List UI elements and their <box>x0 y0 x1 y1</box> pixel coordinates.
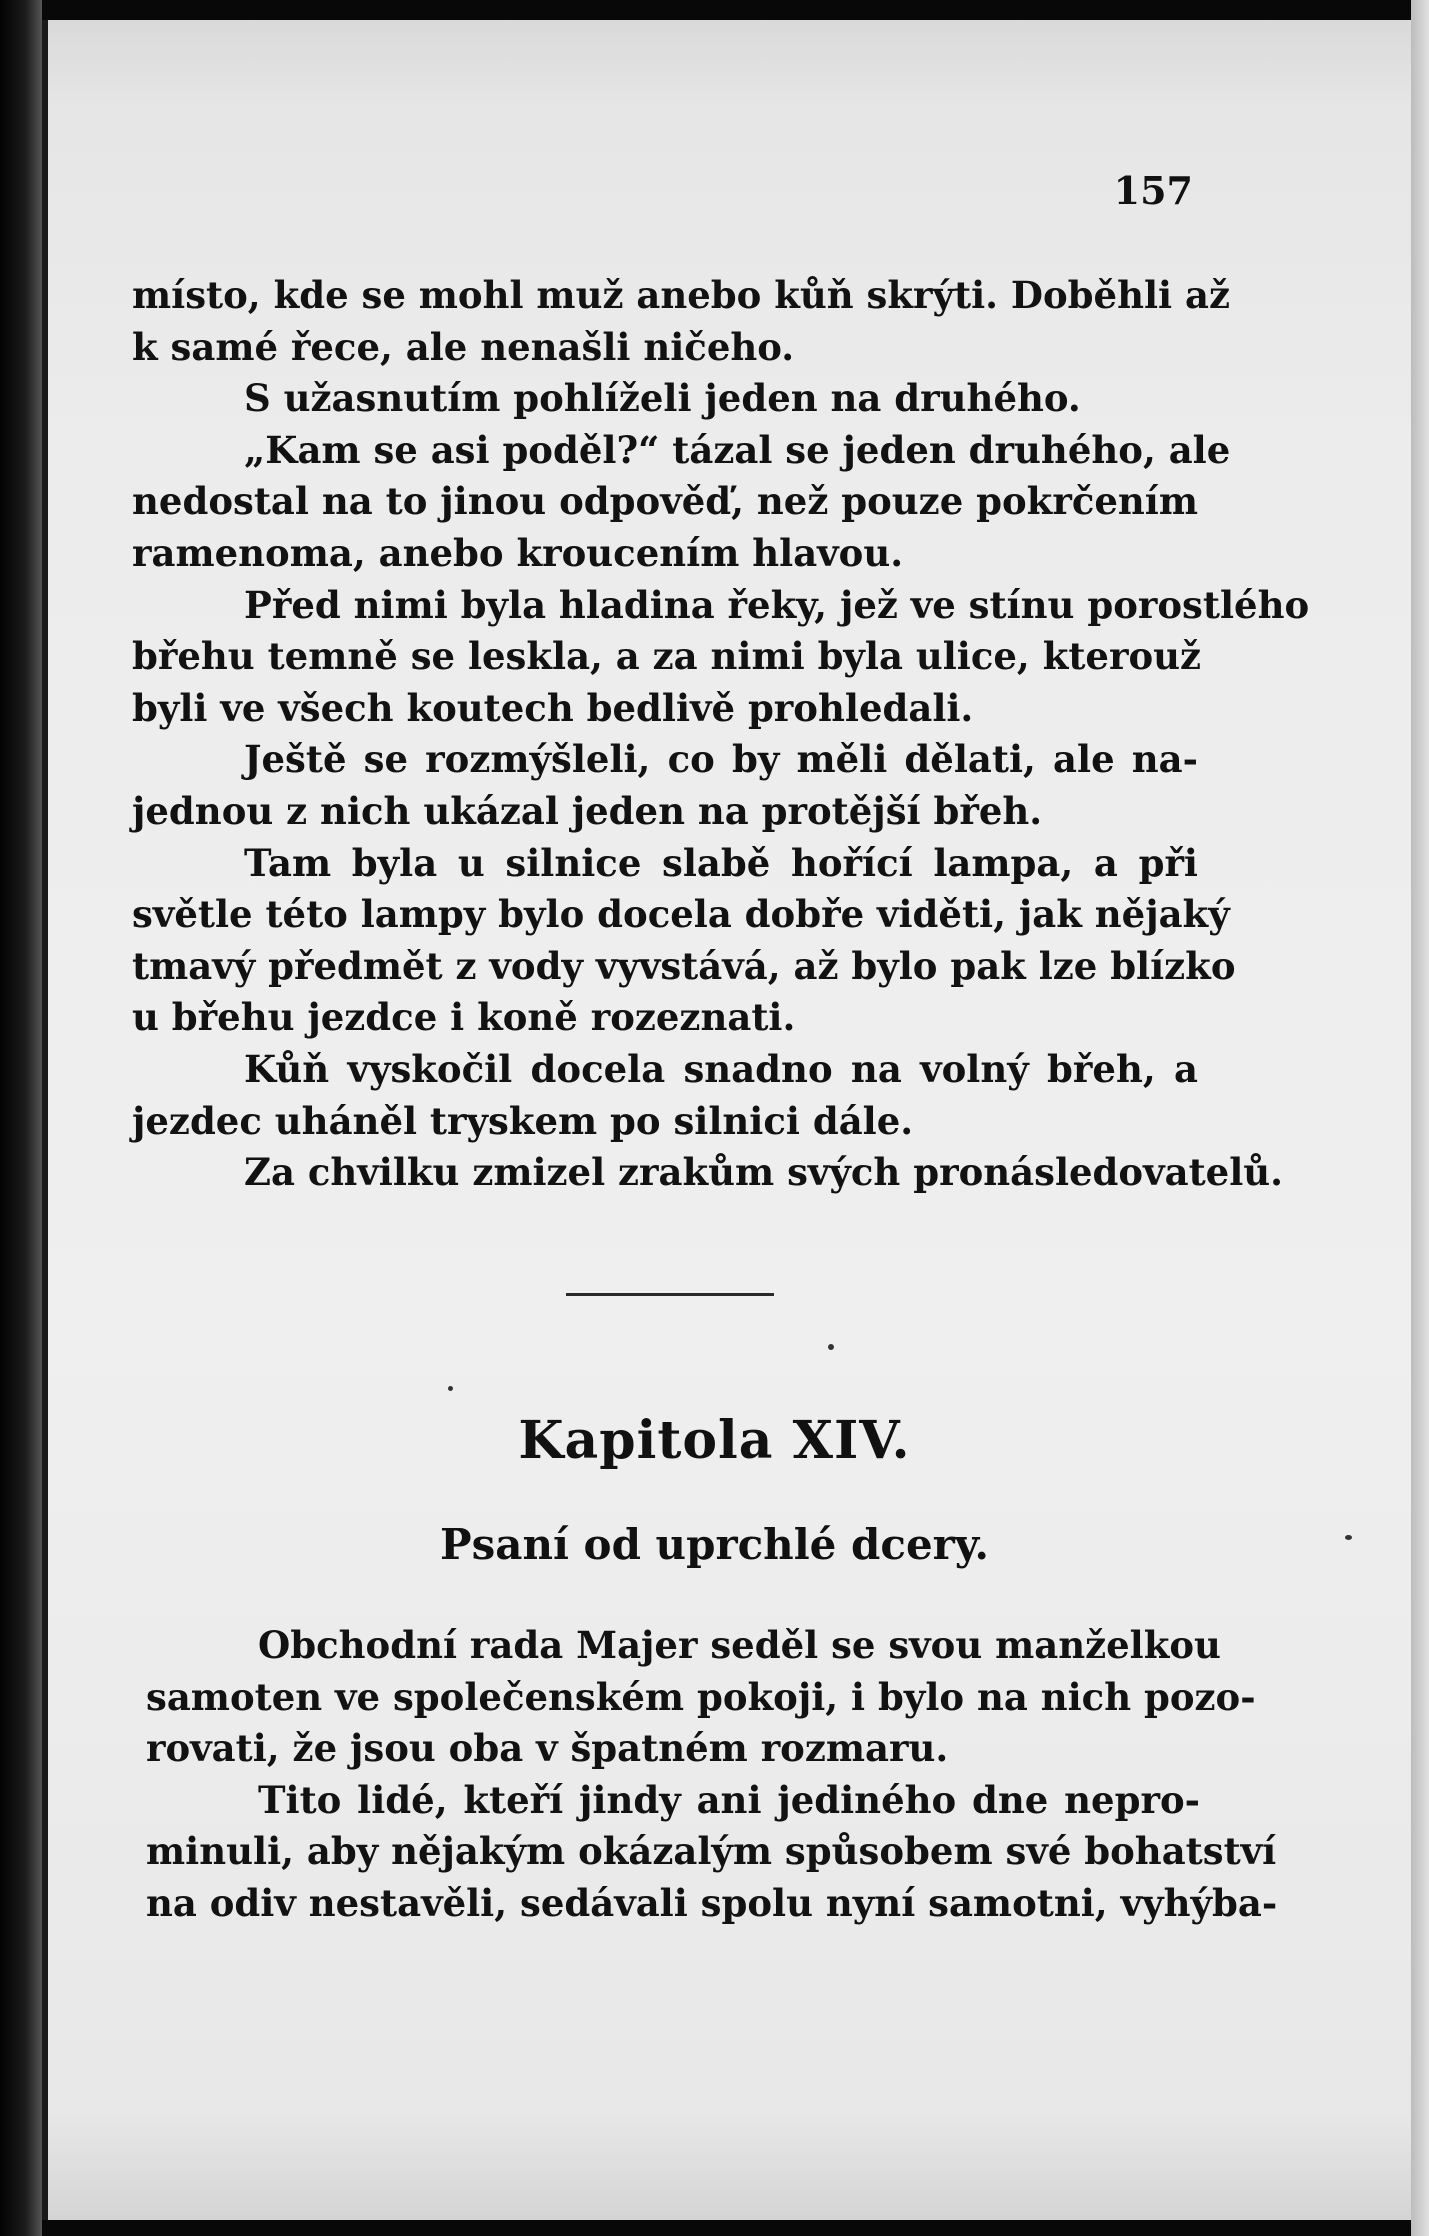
text-line: „Kam se asi poděl?“ tázal se jeden druhého, ale <box>244 427 1231 472</box>
ink-speck <box>1345 1535 1352 1540</box>
text-line: Kůň vyskočil docela snadno na volný břeh, a <box>244 1046 1198 1091</box>
text-line: na odiv nestavěli, sedávali spolu nyní samotni, vyhýba- <box>146 1880 1278 1925</box>
paragraph <box>132 838 1236 1044</box>
page-number: 157 <box>1113 168 1193 213</box>
text-line: Obchodní rada Majer seděl se svou manželkou <box>258 1623 1221 1667</box>
text-line: jezdec uháněl tryskem po silnici dále. <box>132 1098 914 1143</box>
chapter-title: Kapitola XIV. <box>518 1410 911 1471</box>
text-line: světle této lampy bylo docela dobře viděti, jak nějaký <box>132 892 1230 937</box>
text-line: u břehu jezdce i koně rozeznati. <box>132 995 796 1040</box>
text-line: byli ve všech koutech bedlivě prohledali. <box>132 685 974 730</box>
text-line: Tito lidé, kteří jindy ani jediného dne nepro- <box>258 1777 1200 1822</box>
text-line: minuli, aby nějakým okázalým spůsobem své bohatství <box>146 1829 1277 1874</box>
text-line: Za chvilku zmizel zrakům svých pronásledovatelů. <box>244 1150 1284 1195</box>
paragraph <box>146 1620 1256 1775</box>
text-line: jednou z nich ukázal jeden na protější břeh. <box>132 788 1043 833</box>
paragraph <box>132 373 1198 425</box>
text-line: Tam byla u silnice slabě hořící lampa, a při <box>244 840 1198 885</box>
binding-shadow <box>0 0 42 2236</box>
text-line: Ještě se rozmýšleli, co by měli dělati, ale na- <box>244 737 1198 782</box>
paragraph <box>132 580 1310 735</box>
text-before-chapter <box>132 270 1310 1199</box>
paragraph <box>132 1044 1198 1147</box>
text-line: nedostal na to jinou odpověď, než pouze pokrčením <box>132 479 1198 524</box>
ink-speck <box>448 1386 453 1391</box>
paragraph <box>132 1147 1284 1199</box>
page-edge <box>1411 0 1429 2236</box>
chapter-subtitle: Psaní od uprchlé dcery. <box>440 1520 989 1569</box>
text-line: Před nimi byla hladina řeky, jež ve stínu porostlého <box>244 582 1310 627</box>
section-divider <box>566 1293 774 1296</box>
text-line: místo, kde se mohl muž anebo kůň skrýti. Doběhli až <box>132 273 1230 317</box>
text-line: S užasnutím pohlíželi jeden na druhého. <box>244 376 1081 421</box>
paragraph <box>132 425 1231 580</box>
text-line: tmavý předmět z vody vyvstává, až bylo pak lze blízko <box>132 943 1236 988</box>
ink-speck <box>828 1344 834 1350</box>
text-line: rovati, že jsou oba v špatném rozmaru. <box>146 1726 949 1771</box>
text-line: k samé řece, ale nenašli ničeho. <box>132 324 795 369</box>
text-line: samoten ve společenském pokoji, i bylo na nich pozo- <box>146 1674 1256 1719</box>
paragraph <box>132 734 1198 837</box>
paragraph <box>146 1775 1278 1930</box>
text-line: ramenoma, anebo kroucením hlavou. <box>132 530 904 575</box>
text-after-chapter <box>146 1620 1278 1930</box>
text-line: břehu temně se leskla, a za nimi byla ulice, kterouž <box>132 634 1202 679</box>
paragraph <box>132 270 1230 373</box>
